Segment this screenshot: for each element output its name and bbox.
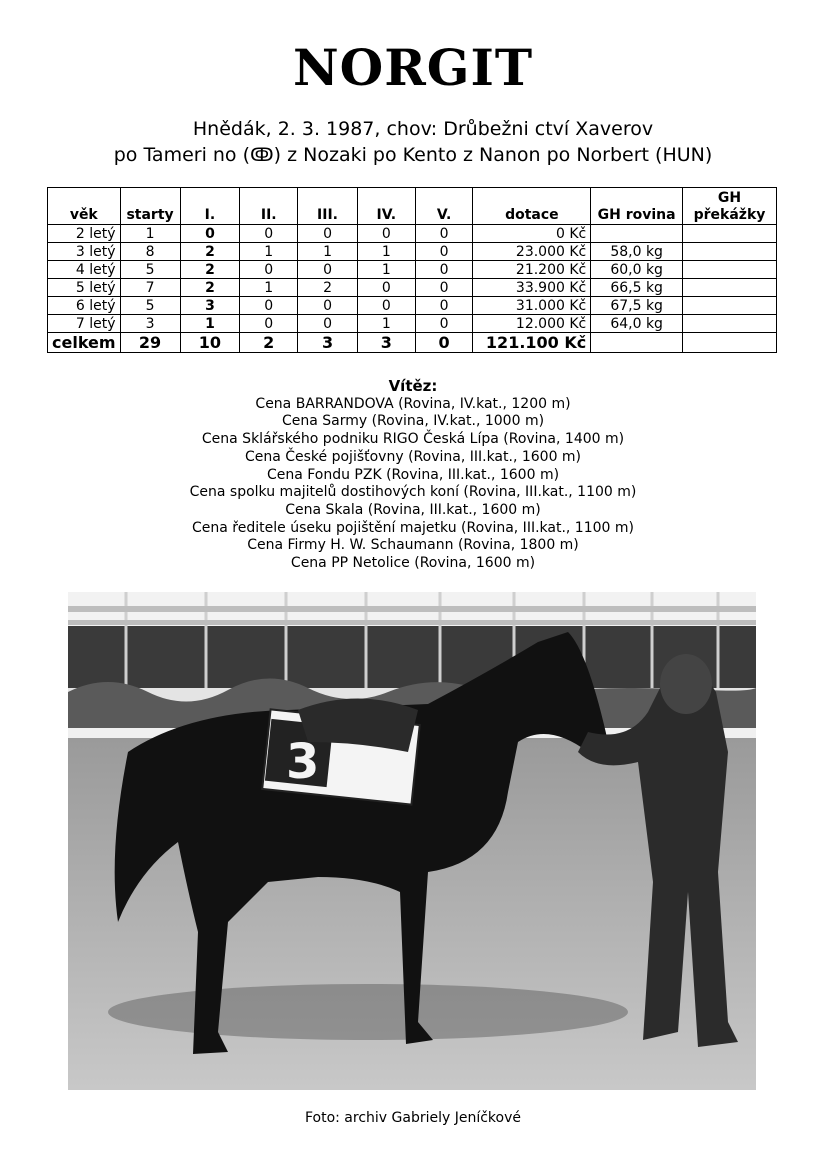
col-header-third: III.: [298, 188, 358, 225]
pedigree-line: po Tameri no (ↂ) z Nozaki po Kento z Nanon po Norbert (HUN): [113, 144, 713, 166]
fourth-place-cell: 1: [357, 261, 415, 279]
table-row: [48, 297, 777, 315]
second-place-cell: 0: [240, 297, 298, 315]
col-header-starts: starty: [120, 188, 180, 225]
fourth-place-cell: 1: [357, 315, 415, 333]
horse-photo: [68, 592, 756, 1090]
table-body: [48, 225, 777, 353]
fifth-place-cell: 0: [415, 225, 473, 243]
gh-obstacle-cell: [683, 243, 777, 261]
fifth-place-cell: 0: [415, 297, 473, 315]
table-row: [48, 279, 777, 297]
horse-name-title: NORGIT: [292, 38, 534, 97]
starts-cell: 5: [120, 261, 180, 279]
starts-cell: 29: [120, 333, 180, 353]
prize-cell: 12.000 Kč: [473, 315, 591, 333]
list-item: Cena spolku majitelů dostihových koní (Rovina, III.kat., 1100 m): [189, 484, 637, 501]
starts-cell: 8: [120, 243, 180, 261]
list-item: Cena Skala (Rovina, III.kat., 1600 m): [285, 501, 541, 518]
list-item: Cena BARRANDOVA (Rovina, IV.kat., 1200 m): [255, 395, 571, 412]
fourth-place-cell: 1: [357, 243, 415, 261]
prize-cell: 121.100 Kč: [473, 333, 591, 353]
prize-cell: 21.200 Kč: [473, 261, 591, 279]
col-header-gh-obstacle: GH překážky: [683, 188, 777, 225]
horse-photo-illustration: [68, 592, 756, 1090]
second-place-cell: 0: [240, 261, 298, 279]
list-item: Cena ředitele úseku pojištění majetku (Rovina, III.kat., 1100 m): [192, 519, 634, 536]
gh-flat-cell: [591, 225, 683, 243]
prize-cell: 0 Kč: [473, 225, 591, 243]
list-item: Cena PP Netolice (Rovina, 1600 m): [290, 555, 536, 572]
age-cell: 6 letý: [48, 297, 121, 315]
third-place-cell: 2: [298, 279, 358, 297]
gh-obstacle-cell: [683, 333, 777, 353]
gh-obstacle-cell: [683, 315, 777, 333]
prize-cell: 23.000 Kč: [473, 243, 591, 261]
second-place-cell: 0: [240, 315, 298, 333]
starts-cell: 3: [120, 315, 180, 333]
race-record-table: [47, 187, 777, 353]
gh-flat-cell: 60,0 kg: [591, 261, 683, 279]
age-cell: 7 letý: [48, 315, 121, 333]
list-item: Cena Sarmy (Rovina, IV.kat., 1000 m): [281, 413, 545, 430]
table-row: [48, 315, 777, 333]
winner-heading: Vítěz:: [388, 377, 438, 395]
list-item: Cena Sklářského podniku RIGO Česká Lípa (Rovina, 1400 m): [201, 431, 625, 448]
second-place-cell: 1: [240, 279, 298, 297]
gh-flat-cell: 67,5 kg: [591, 297, 683, 315]
table-row: [48, 243, 777, 261]
col-header-first: I.: [180, 188, 240, 225]
gh-flat-cell: [591, 333, 683, 353]
list-item: Cena Fondu PZK (Rovina, III.kat., 1600 m): [266, 466, 560, 483]
fifth-place-cell: 0: [415, 315, 473, 333]
gh-obstacle-cell: [683, 225, 777, 243]
list-item: Cena České pojišťovny (Rovina, III.kat., 1600 m): [244, 448, 582, 465]
starts-cell: 1: [120, 225, 180, 243]
first-place-cell: 1: [180, 315, 240, 333]
first-place-cell: 3: [180, 297, 240, 315]
gh-obstacle-cell: [683, 279, 777, 297]
first-place-cell: 2: [180, 279, 240, 297]
gh-flat-cell: 66,5 kg: [591, 279, 683, 297]
list-item: Cena Firmy H. W. Schaumann (Rovina, 1800 m): [247, 537, 579, 554]
race-list: [0, 396, 826, 573]
winner-section: [0, 378, 826, 573]
age-cell: 3 letý: [48, 243, 121, 261]
col-header-second: II.: [240, 188, 298, 225]
prize-cell: 33.900 Kč: [473, 279, 591, 297]
age-cell: 4 letý: [48, 261, 121, 279]
table-row: [48, 261, 777, 279]
fourth-place-cell: 3: [357, 333, 415, 353]
table-row: [48, 225, 777, 243]
first-place-cell: 10: [180, 333, 240, 353]
fifth-place-cell: 0: [415, 279, 473, 297]
col-header-fourth: IV.: [357, 188, 415, 225]
photo-caption: Foto: archiv Gabriely Jeníčkové: [304, 1110, 522, 1126]
age-cell: celkem: [48, 333, 121, 353]
starts-cell: 7: [120, 279, 180, 297]
col-header-fifth: V.: [415, 188, 473, 225]
fourth-place-cell: 0: [357, 279, 415, 297]
fifth-place-cell: 0: [415, 333, 473, 353]
starts-cell: 5: [120, 297, 180, 315]
horse-info-line: Hnědák, 2. 3. 1987, chov: Drůbežni ctví Xaverov: [192, 118, 654, 140]
col-header-gh-flat: GH rovina: [591, 188, 683, 225]
fifth-place-cell: 0: [415, 243, 473, 261]
first-place-cell: 2: [180, 261, 240, 279]
first-place-cell: 0: [180, 225, 240, 243]
third-place-cell: 0: [298, 225, 358, 243]
col-header-prize: dotace: [473, 188, 591, 225]
second-place-cell: 2: [240, 333, 298, 353]
table-header-row: [48, 188, 777, 225]
col-header-age: věk: [48, 188, 121, 225]
age-cell: 2 letý: [48, 225, 121, 243]
second-place-cell: 1: [240, 243, 298, 261]
third-place-cell: 1: [298, 243, 358, 261]
saddle-number: 3: [286, 734, 320, 790]
gh-obstacle-cell: [683, 261, 777, 279]
gh-flat-cell: 58,0 kg: [591, 243, 683, 261]
gh-flat-cell: 64,0 kg: [591, 315, 683, 333]
third-place-cell: 3: [298, 333, 358, 353]
fourth-place-cell: 0: [357, 297, 415, 315]
third-place-cell: 0: [298, 315, 358, 333]
gh-obstacle-cell: [683, 297, 777, 315]
third-place-cell: 0: [298, 297, 358, 315]
first-place-cell: 2: [180, 243, 240, 261]
fifth-place-cell: 0: [415, 261, 473, 279]
age-cell: 5 letý: [48, 279, 121, 297]
fourth-place-cell: 0: [357, 225, 415, 243]
prize-cell: 31.000 Kč: [473, 297, 591, 315]
second-place-cell: 0: [240, 225, 298, 243]
third-place-cell: 0: [298, 261, 358, 279]
table-total-row: [48, 333, 777, 353]
